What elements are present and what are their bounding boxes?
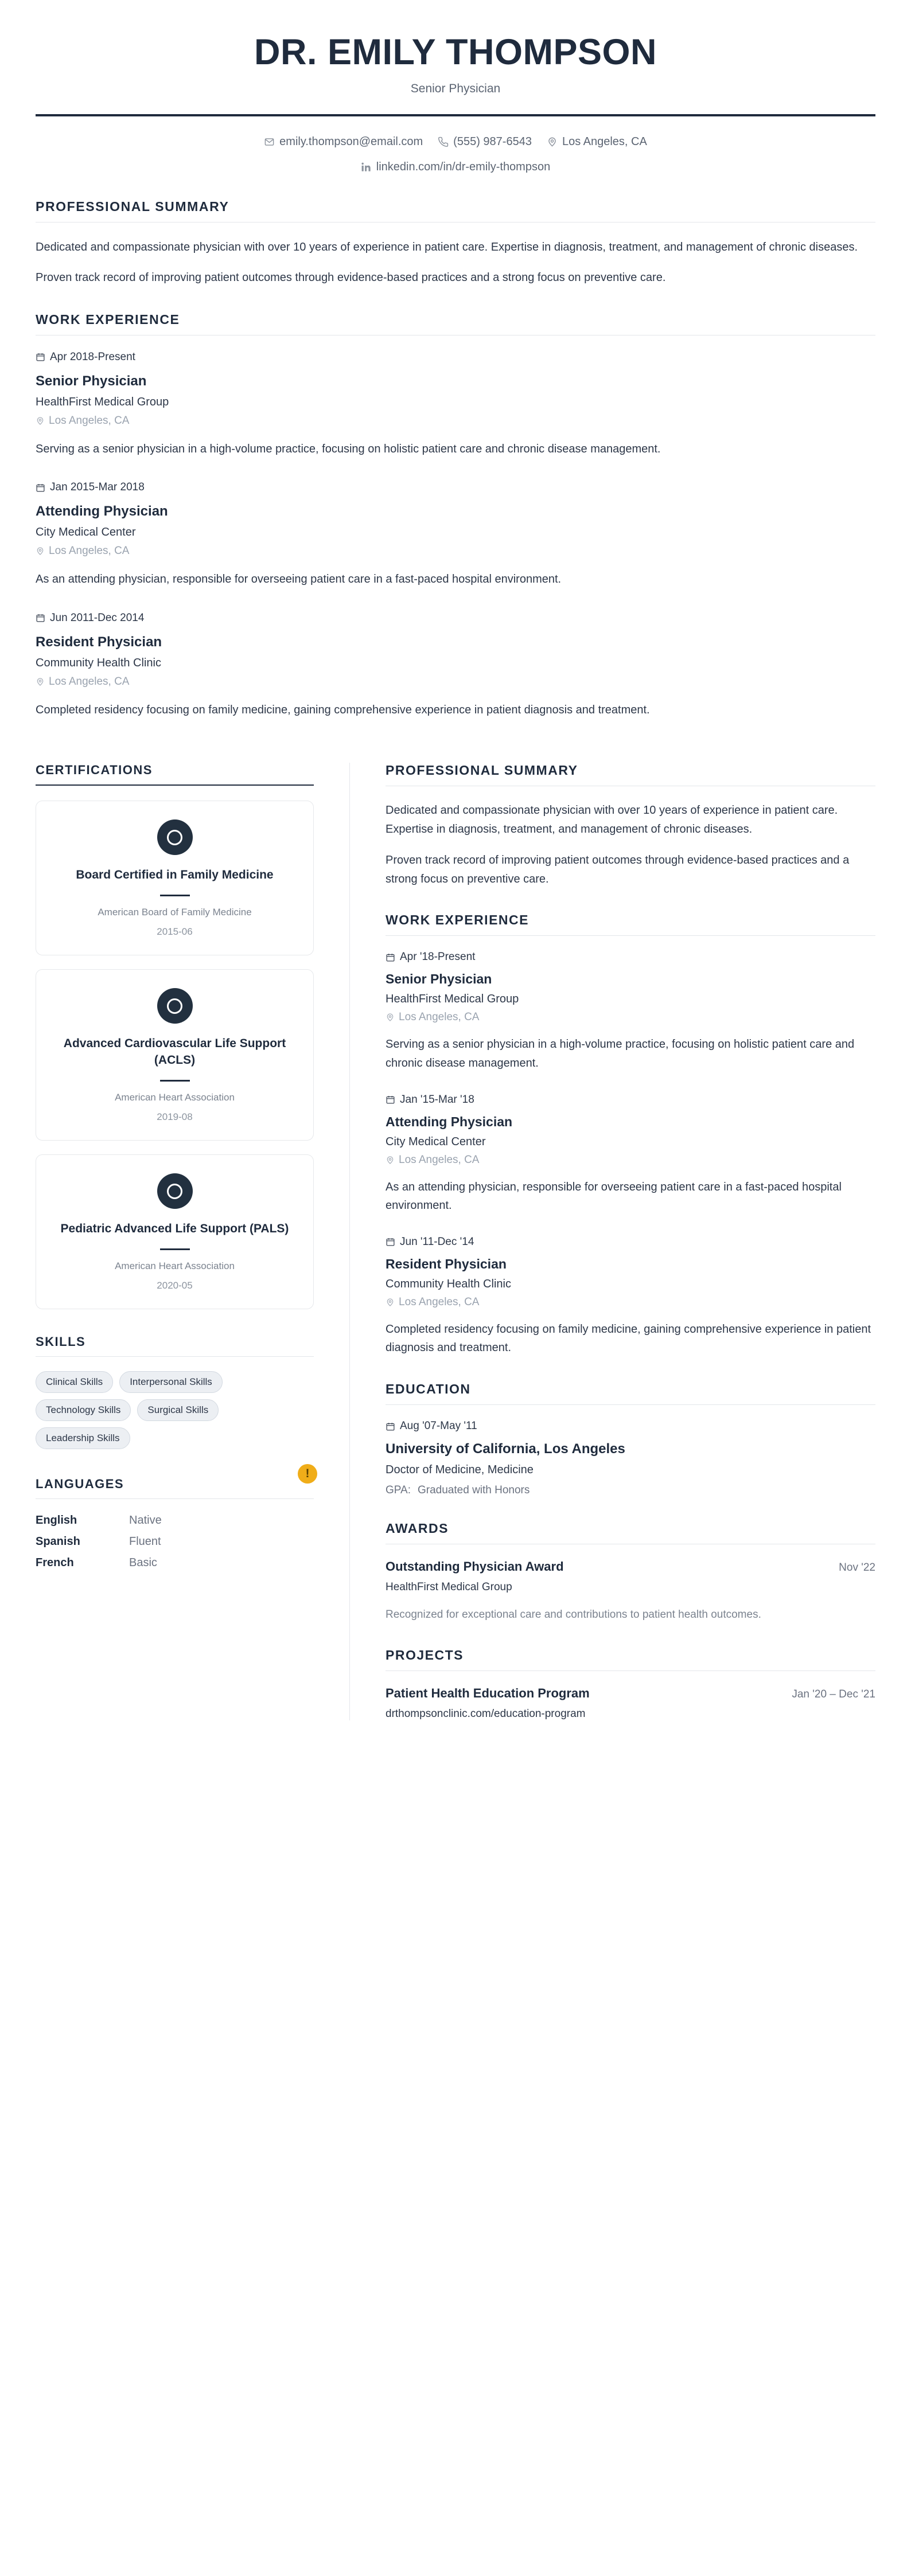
work-entry [386,1094,875,1215]
main-summary-paragraph: Proven track record of improving patient outcomes through evidence-based practices and a strong focus on preventive care. [386,854,850,885]
contact-row-primary [36,135,875,149]
work-entry-date: Jun 2011-Dec 2014 [50,611,145,624]
skills-section [36,1334,314,1449]
work-entry-date-row [36,612,875,625]
work-entry-title: Attending Physician [36,504,168,520]
education-date: Aug '07-May '11 [400,1420,477,1433]
calendar-icon [386,1095,395,1104]
work-entry [386,951,875,1072]
work-entry-description: As an attending physician, responsible for overseeing patient care in a fast-paced hospital environment. [386,1180,842,1212]
language-level: Native [129,1513,162,1527]
main-work-section [386,912,875,1357]
skills-chip-list [36,1371,314,1449]
top-summary-paragraph: Proven track record of improving patient outcomes through evidence-based practices and a strong focus on preventive care. [36,271,666,284]
certifications-heading: CERTIFICATIONS [36,763,314,786]
main-summary-paragraph: Dedicated and compassionate physician with over 10 years of experience in patient care. Expertise in diagnosis, treatment, and management of chronic diseases. [386,804,838,836]
work-entry-title: Resident Physician [36,634,162,650]
work-entry-org: City Medical Center [36,526,136,539]
mail-icon [264,136,275,147]
languages-list [36,1514,314,1570]
work-entry-title: Attending Physician [386,1114,513,1129]
education-gpa-value: Graduated with Honors [418,1484,530,1497]
work-entry-date: Jun '11-Dec '14 [400,1235,474,1248]
work-entry-location-row [386,1296,875,1309]
education-section [386,1381,875,1497]
certification-issuer: American Heart Association [115,1092,235,1103]
education-school: University of California, Los Angeles [386,1441,625,1457]
certification-name: Board Certified in Family Medicine [76,868,274,882]
work-entry-date-row [386,1236,875,1248]
work-entry-description: As an attending physician, responsible for overseeing patient care in a fast-paced hospital environment. [36,573,562,586]
work-entry-date: Apr '18-Present [400,951,476,963]
location-pin-icon [386,1156,395,1165]
education-date-row [386,1420,875,1433]
work-entry-date-row [386,1094,875,1106]
awards-section [386,1521,875,1623]
education-gpa-row [386,1484,875,1497]
calendar-icon [386,1237,395,1247]
calendar-icon [36,352,45,362]
certification-date: 2019-08 [157,1111,193,1122]
work-entry-title: Senior Physician [386,971,492,987]
certification-date: 2015-06 [157,926,193,938]
certification-name: Pediatric Advanced Life Support (PALS) [60,1222,289,1235]
projects-heading: PROJECTS [386,1648,875,1671]
award-name: Outstanding Physician Award [386,1559,564,1574]
work-entry-location-row [36,545,875,557]
work-entry-org: City Medical Center [386,1135,486,1148]
work-entry-location: Los Angeles, CA [399,1153,480,1166]
work-entry-description: Serving as a senior physician in a high-volume practice, focusing on holistic patient care and chronic disease management. [386,1038,855,1070]
education-entry [386,1420,875,1497]
language-row [36,1556,314,1570]
award-entry [386,1559,875,1623]
certification-separator [160,1080,190,1082]
work-entry [36,481,875,588]
phone-icon [438,136,449,147]
work-entry-location-row [36,415,875,427]
certification-date: 2020-05 [157,1279,193,1291]
certification-card[interactable] [36,969,314,1141]
linkedin-icon [361,162,372,173]
location-pin-icon [547,136,558,147]
work-entry-date-row [386,951,875,963]
project-entry [386,1686,875,1720]
work-entry-org: Community Health Clinic [36,656,161,669]
contact-location-text: Los Angeles, CA [562,135,647,149]
certifications-section [36,763,314,1309]
main-summary-heading: PROFESSIONAL SUMMARY [386,763,875,786]
work-entry-org: HealthFirst Medical Group [386,993,519,1006]
two-column-resume-section [0,763,911,1755]
languages-heading: LANGUAGES [36,1477,314,1499]
contact-location [547,135,647,149]
work-entry-description: Completed residency focusing on family medicine, gaining comprehensive experience in patient diagnosis and treatment. [386,1322,871,1355]
work-entry-title: Resident Physician [386,1256,507,1271]
award-org: HealthFirst Medical Group [386,1581,512,1594]
work-entry-location-row [386,1011,875,1024]
languages-section [36,1467,314,1570]
work-entry-org: Community Health Clinic [386,1277,511,1290]
work-entry-date: Jan 2015-Mar 2018 [50,481,145,494]
project-url[interactable]: drthompsonclinic.com/education-program [386,1708,586,1720]
skill-chip[interactable]: Surgical Skills [137,1399,219,1421]
skill-chip[interactable]: Leadership Skills [36,1427,130,1449]
work-entry-description: Completed residency focusing on family medicine, gaining comprehensive experience in patient diagnosis and treatment. [36,703,650,716]
projects-section [386,1648,875,1720]
work-entry-location: Los Angeles, CA [399,1011,480,1024]
top-work-section [36,312,875,719]
language-level: Fluent [129,1535,161,1548]
work-entry [36,351,875,458]
work-entry-date: Jan '15-Mar '18 [400,1093,474,1106]
education-gpa-label: GPA: [386,1484,411,1497]
certification-card[interactable] [36,801,314,955]
certification-separator [160,1248,190,1250]
project-name: Patient Health Education Program [386,1686,590,1701]
language-name: Spanish [36,1535,80,1548]
calendar-icon [36,483,45,493]
skill-chip[interactable]: Interpersonal Skills [119,1371,223,1393]
top-work-heading: WORK EXPERIENCE [36,312,875,335]
work-entry-title: Senior Physician [36,373,147,389]
work-entry-location: Los Angeles, CA [49,414,130,427]
main-work-heading: WORK EXPERIENCE [386,912,875,936]
contact-phone-text: (555) 987-6543 [453,135,532,149]
contact-linkedin[interactable] [361,161,550,174]
headline: Senior Physician [410,82,501,96]
page-title: DR. EMILY THOMPSON [254,32,657,72]
awards-heading: AWARDS [386,1521,875,1544]
certification-card[interactable] [36,1154,314,1309]
work-entry-description: Serving as a senior physician in a high-volume practice, focusing on holistic patient care and chronic disease management. [36,442,661,455]
certificate-seal-icon [157,819,193,855]
work-entry-date-row [36,351,875,364]
sidebar [36,763,349,1570]
language-name: English [36,1513,77,1527]
main-summary-section [386,763,875,888]
certification-issuer: American Heart Association [115,1260,235,1271]
skills-heading: SKILLS [36,1334,314,1357]
resume-header-section [0,0,911,719]
work-entry-date: Apr 2018-Present [50,350,135,363]
certificate-seal-icon [157,988,193,1024]
top-summary-paragraph: Dedicated and compassionate physician with over 10 years of experience in patient care. Expertise in diagnosis, treatment, and management of chronic diseases. [36,241,858,254]
skill-chip[interactable]: Clinical Skills [36,1371,113,1393]
main-column [350,763,875,1720]
top-summary-section [36,199,875,287]
contact-row-secondary [36,161,875,174]
contact-linkedin-text: linkedin.com/in/dr-emily-thompson [376,161,551,174]
top-summary-heading: PROFESSIONAL SUMMARY [36,199,875,223]
location-pin-icon [36,547,45,556]
contact-phone[interactable] [438,135,532,149]
award-description: Recognized for exceptional care and contributions to patient health outcomes. [386,1609,761,1621]
work-entry [386,1236,875,1357]
project-date: Jan '20 – Dec '21 [792,1688,875,1701]
location-pin-icon [386,1298,395,1307]
certification-name: Advanced Cardiovascular Life Support (ACLS) [63,1037,286,1067]
location-pin-icon [36,677,45,686]
work-entry-location: Los Angeles, CA [49,675,130,688]
contact-email[interactable] [264,135,423,149]
work-entry-location-row [36,676,875,688]
header-divider [36,114,875,116]
language-name: French [36,1556,74,1569]
calendar-icon [36,613,45,623]
work-entry-location: Los Angeles, CA [49,545,130,557]
certification-issuer: American Board of Family Medicine [98,907,252,918]
contact-email-text: emily.thompson@email.com [279,135,423,149]
award-date: Nov '22 [839,1562,875,1574]
work-entry-org: HealthFirst Medical Group [36,395,169,408]
skill-chip[interactable]: Technology Skills [36,1399,131,1421]
calendar-icon [386,1422,395,1431]
calendar-icon [386,953,395,962]
work-entry-location-row [386,1154,875,1166]
warning-badge-icon[interactable]: ! [298,1464,317,1484]
language-row [36,1514,314,1527]
work-entry-date-row [36,481,875,494]
certification-separator [160,895,190,896]
work-entry-location: Los Angeles, CA [399,1295,480,1308]
work-entry [36,612,875,719]
location-pin-icon [36,416,45,426]
education-heading: EDUCATION [386,1381,875,1405]
language-row [36,1535,314,1548]
certificate-seal-icon [157,1173,193,1209]
language-level: Basic [129,1556,157,1569]
location-pin-icon [386,1013,395,1022]
education-degree: Doctor of Medicine, Medicine [386,1463,534,1477]
